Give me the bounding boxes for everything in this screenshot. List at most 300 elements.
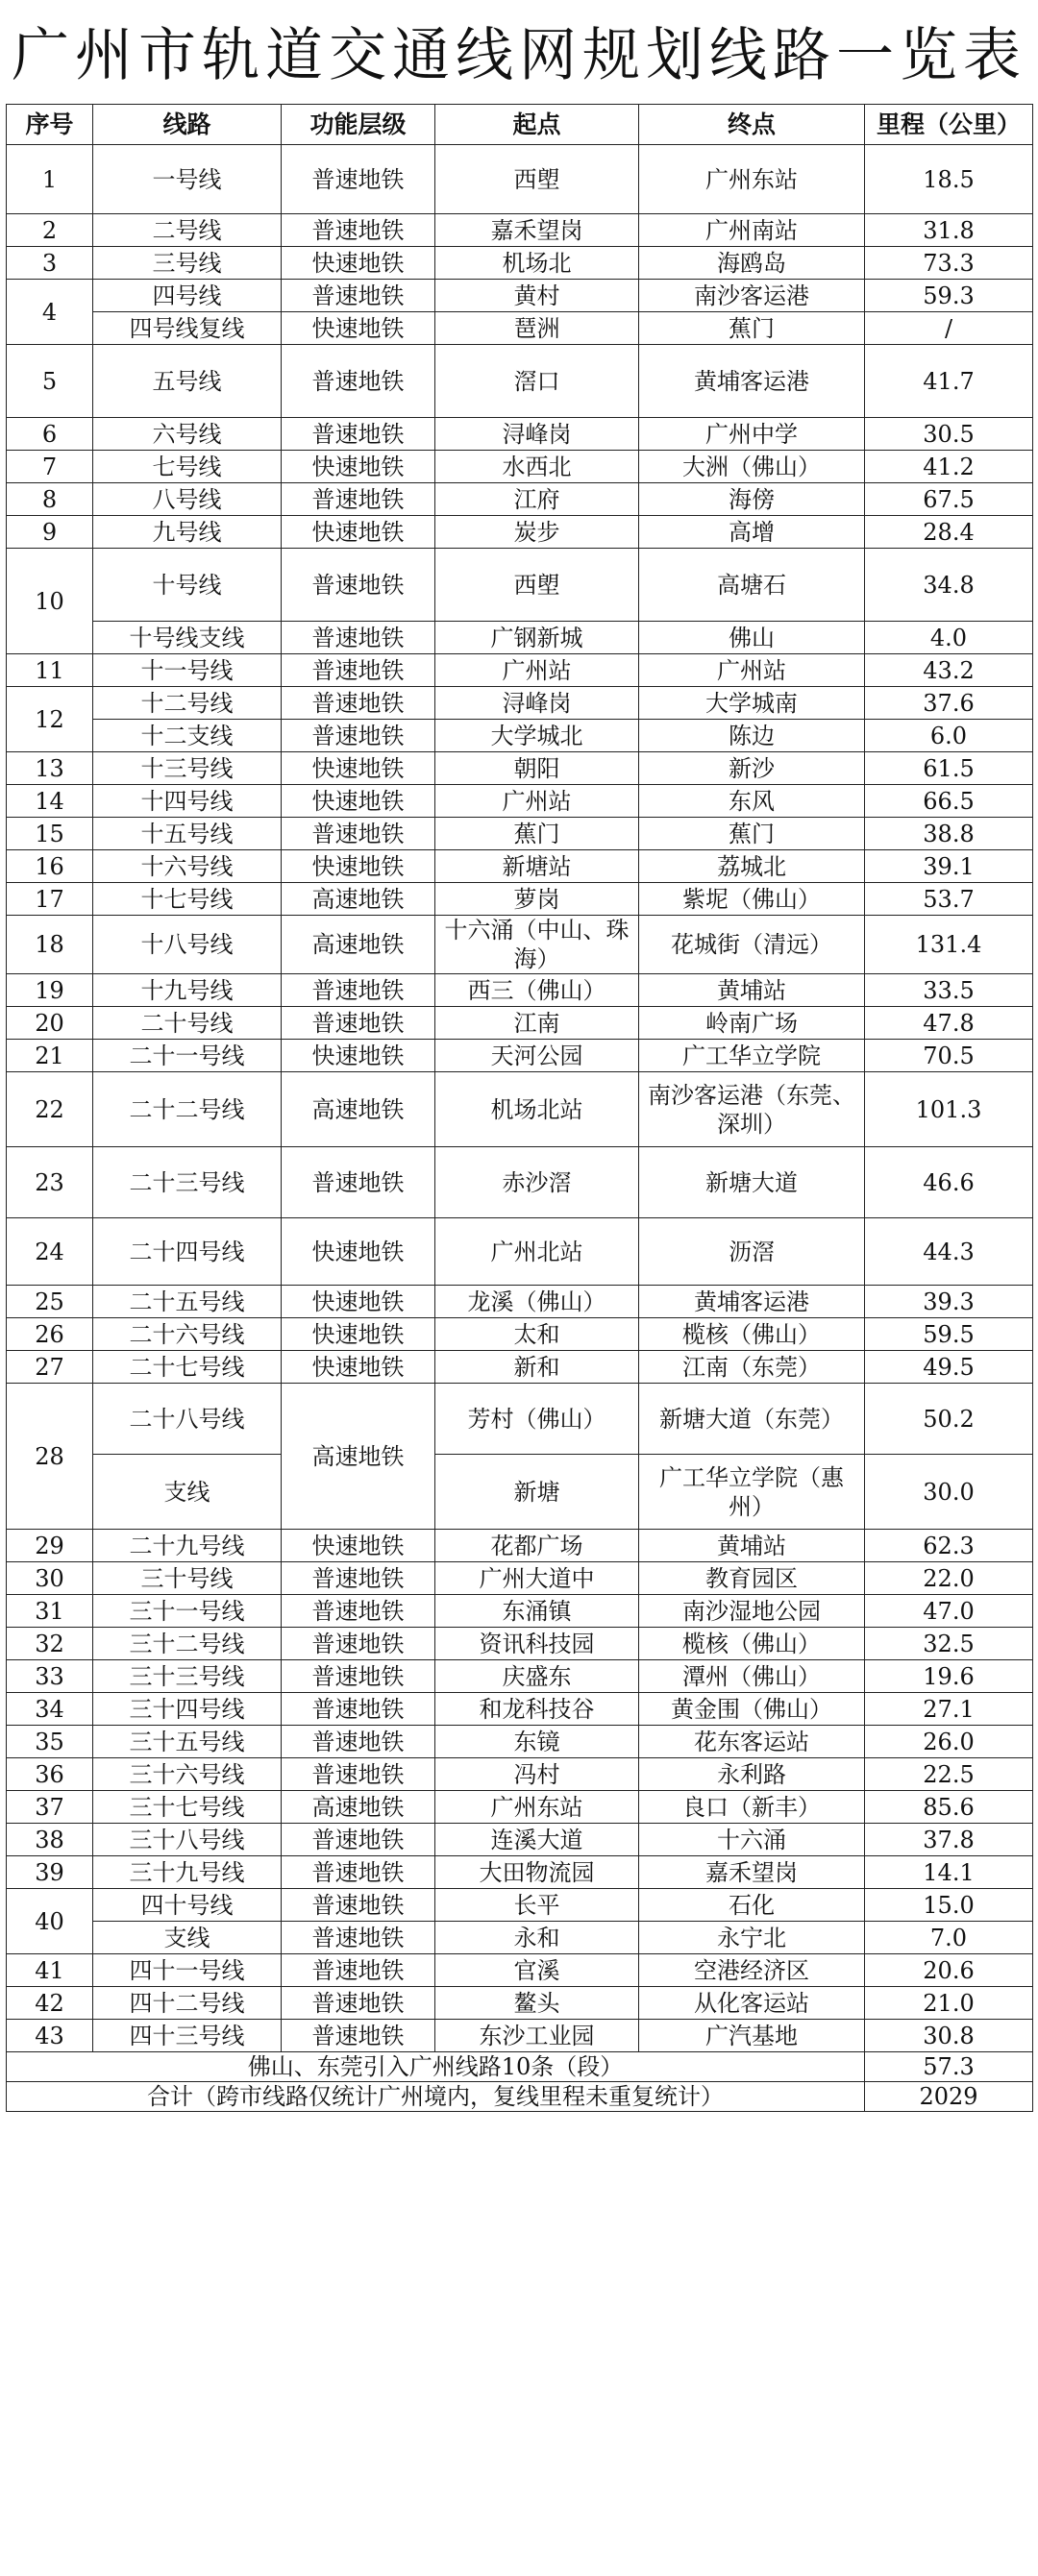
- row-number: 9: [7, 516, 93, 549]
- line-name: 三十九号线: [93, 1856, 282, 1889]
- mileage: 31.8: [865, 214, 1033, 247]
- header-from: 起点: [435, 105, 639, 145]
- end-station: 花东客运站: [639, 1726, 865, 1758]
- end-station: 花城街（清远）: [639, 916, 865, 974]
- row-number: 37: [7, 1791, 93, 1824]
- row-number: 8: [7, 483, 93, 516]
- mileage: 59.3: [865, 280, 1033, 312]
- end-station: 东风: [639, 785, 865, 818]
- end-station: 榄核（佛山）: [639, 1628, 865, 1660]
- row-number: 14: [7, 785, 93, 818]
- table-row: [7, 1726, 1033, 1758]
- function-level: 普速地铁: [282, 1595, 435, 1628]
- line-name: 七号线: [93, 451, 282, 483]
- start-station: 大学城北: [435, 720, 639, 752]
- start-station: 资讯科技园: [435, 1628, 639, 1660]
- end-station: 永利路: [639, 1758, 865, 1791]
- end-station: 新沙: [639, 752, 865, 785]
- summary-km: 57.3: [865, 2052, 1033, 2082]
- line-name: 三十七号线: [93, 1791, 282, 1824]
- mileage: 66.5: [865, 785, 1033, 818]
- start-station: 连溪大道: [435, 1824, 639, 1856]
- mileage: 67.5: [865, 483, 1033, 516]
- mileage: 7.0: [865, 1922, 1033, 1954]
- table-row: [7, 654, 1033, 687]
- table-row: [7, 345, 1033, 418]
- row-number: 30: [7, 1562, 93, 1595]
- function-level: 普速地铁: [282, 1824, 435, 1856]
- table-row: [7, 1824, 1033, 1856]
- end-station: 南沙客运港: [639, 280, 865, 312]
- line-name: 二十六号线: [93, 1318, 282, 1351]
- start-station: 萝岗: [435, 883, 639, 916]
- table-row: [7, 1147, 1033, 1218]
- table-row: [7, 1595, 1033, 1628]
- start-station: 广州站: [435, 785, 639, 818]
- mileage: 22.0: [865, 1562, 1033, 1595]
- row-number: 16: [7, 850, 93, 883]
- mileage: 21.0: [865, 1987, 1033, 2020]
- start-station: 水西北: [435, 451, 639, 483]
- function-level: 普速地铁: [282, 622, 435, 654]
- table-row: [7, 280, 1033, 312]
- start-station: 琶洲: [435, 312, 639, 345]
- mileage: 30.5: [865, 418, 1033, 451]
- mileage: 62.3: [865, 1530, 1033, 1562]
- row-number: 22: [7, 1072, 93, 1147]
- row-number: 34: [7, 1693, 93, 1726]
- summary-km: 2029: [865, 2082, 1033, 2112]
- line-name: 三号线: [93, 247, 282, 280]
- start-station: 炭步: [435, 516, 639, 549]
- line-name: 八号线: [93, 483, 282, 516]
- line-name: 三十八号线: [93, 1824, 282, 1856]
- function-level: 普速地铁: [282, 974, 435, 1007]
- mileage: 44.3: [865, 1218, 1033, 1286]
- table-row: [7, 1007, 1033, 1040]
- start-station: 大田物流园: [435, 1856, 639, 1889]
- start-station: 花都广场: [435, 1530, 639, 1562]
- end-station: 江南（东莞）: [639, 1351, 865, 1384]
- row-number: 2: [7, 214, 93, 247]
- row-number: 1: [7, 145, 93, 214]
- start-station: 江南: [435, 1007, 639, 1040]
- mileage: 59.5: [865, 1318, 1033, 1351]
- line-name: 二十五号线: [93, 1286, 282, 1318]
- summary-label: 合计（跨市线路仅统计广州境内，复线里程未重复统计）: [7, 2082, 865, 2112]
- start-station: 冯村: [435, 1758, 639, 1791]
- table-row: [7, 1660, 1033, 1693]
- line-name: 三十号线: [93, 1562, 282, 1595]
- start-station: 芳村（佛山）: [435, 1384, 639, 1455]
- row-number: 5: [7, 345, 93, 418]
- line-name: 十四号线: [93, 785, 282, 818]
- mileage: 22.5: [865, 1758, 1033, 1791]
- end-station: 黄埔站: [639, 1530, 865, 1562]
- function-level: 快速地铁: [282, 752, 435, 785]
- page-title: 广州市轨道交通线网规划线路一览表: [12, 22, 1026, 89]
- function-level: 快速地铁: [282, 1318, 435, 1351]
- row-number: 33: [7, 1660, 93, 1693]
- function-level: 普速地铁: [282, 1562, 435, 1595]
- function-level: 普速地铁: [282, 483, 435, 516]
- start-station: 庆盛东: [435, 1660, 639, 1693]
- end-station: 南沙湿地公园: [639, 1595, 865, 1628]
- line-name: 二号线: [93, 214, 282, 247]
- end-station: 广工华立学院（惠州）: [639, 1455, 865, 1530]
- start-station: 新塘: [435, 1455, 639, 1530]
- mileage: 47.0: [865, 1595, 1033, 1628]
- mileage: /: [865, 312, 1033, 345]
- table-row: [7, 418, 1033, 451]
- table-row: [7, 549, 1033, 622]
- function-level: 高速地铁: [282, 1072, 435, 1147]
- row-number: 27: [7, 1351, 93, 1384]
- start-station: 十六涌（中山、珠海）: [435, 916, 639, 974]
- table-row: [7, 1530, 1033, 1562]
- start-station: 东涌镇: [435, 1595, 639, 1628]
- table-row: [7, 247, 1033, 280]
- start-station: 新塘站: [435, 850, 639, 883]
- mileage: 32.5: [865, 1628, 1033, 1660]
- end-station: 沥滘: [639, 1218, 865, 1286]
- row-number: 17: [7, 883, 93, 916]
- end-station: 蕉门: [639, 312, 865, 345]
- table-row: [7, 483, 1033, 516]
- line-name: 四号线: [93, 280, 282, 312]
- summary-row: [7, 2052, 1033, 2082]
- table-row: [7, 1318, 1033, 1351]
- mileage: 28.4: [865, 516, 1033, 549]
- function-level: 高速地铁: [282, 1384, 435, 1530]
- row-number: 28: [7, 1384, 93, 1530]
- start-station: 浔峰岗: [435, 687, 639, 720]
- table-row: [7, 451, 1033, 483]
- mileage: 14.1: [865, 1856, 1033, 1889]
- end-station: 岭南广场: [639, 1007, 865, 1040]
- row-number: 10: [7, 549, 93, 654]
- line-name: 四十三号线: [93, 2020, 282, 2052]
- function-level: 普速地铁: [282, 549, 435, 622]
- end-station: 榄核（佛山）: [639, 1318, 865, 1351]
- function-level: 普速地铁: [282, 2020, 435, 2052]
- table-row: [7, 752, 1033, 785]
- table-row: [7, 1922, 1033, 1954]
- table-row: [7, 1987, 1033, 2020]
- table-row: [7, 720, 1033, 752]
- line-name: 六号线: [93, 418, 282, 451]
- function-level: 快速地铁: [282, 451, 435, 483]
- function-level: 普速地铁: [282, 654, 435, 687]
- row-number: 31: [7, 1595, 93, 1628]
- mileage: 46.6: [865, 1147, 1033, 1218]
- row-number: 32: [7, 1628, 93, 1660]
- table-row: [7, 1693, 1033, 1726]
- row-number: 13: [7, 752, 93, 785]
- mileage: 131.4: [865, 916, 1033, 974]
- line-name: 二十八号线: [93, 1384, 282, 1455]
- mileage: 85.6: [865, 1791, 1033, 1824]
- function-level: 普速地铁: [282, 418, 435, 451]
- function-level: 普速地铁: [282, 1758, 435, 1791]
- start-station: 机场北: [435, 247, 639, 280]
- function-level: 普速地铁: [282, 214, 435, 247]
- line-name: 十六号线: [93, 850, 282, 883]
- row-number: 38: [7, 1824, 93, 1856]
- line-name: 支线: [93, 1455, 282, 1530]
- function-level: 快速地铁: [282, 247, 435, 280]
- end-station: 十六涌: [639, 1824, 865, 1856]
- end-station: 蕉门: [639, 818, 865, 850]
- start-station: 西塱: [435, 145, 639, 214]
- line-name: 二十二号线: [93, 1072, 282, 1147]
- metro-lines-table: [6, 104, 1033, 2112]
- mileage: 38.8: [865, 818, 1033, 850]
- row-number: 41: [7, 1954, 93, 1987]
- end-station: 黄金围（佛山）: [639, 1693, 865, 1726]
- function-level: 高速地铁: [282, 1791, 435, 1824]
- start-station: 龙溪（佛山）: [435, 1286, 639, 1318]
- summary-row: [7, 2082, 1033, 2112]
- end-station: 广州中学: [639, 418, 865, 451]
- start-station: 广州大道中: [435, 1562, 639, 1595]
- line-name: 九号线: [93, 516, 282, 549]
- end-station: 石化: [639, 1889, 865, 1922]
- table-row: [7, 1856, 1033, 1889]
- row-number: 29: [7, 1530, 93, 1562]
- end-station: 广州南站: [639, 214, 865, 247]
- table-row: [7, 916, 1033, 974]
- table-row: [7, 974, 1033, 1007]
- start-station: 浔峰岗: [435, 418, 639, 451]
- end-station: 黄埔客运港: [639, 1286, 865, 1318]
- line-name: 十号线支线: [93, 622, 282, 654]
- table-header-row: [7, 105, 1033, 145]
- row-number: 39: [7, 1856, 93, 1889]
- table-row: [7, 1562, 1033, 1595]
- start-station: 官溪: [435, 1954, 639, 1987]
- line-name: 三十三号线: [93, 1660, 282, 1693]
- line-name: 三十四号线: [93, 1693, 282, 1726]
- header-km: 里程（公里）: [865, 105, 1033, 145]
- table-row: [7, 214, 1033, 247]
- mileage: 34.8: [865, 549, 1033, 622]
- function-level: 普速地铁: [282, 1922, 435, 1954]
- end-station: 大学城南: [639, 687, 865, 720]
- row-number: 12: [7, 687, 93, 752]
- function-level: 高速地铁: [282, 916, 435, 974]
- line-name: 十九号线: [93, 974, 282, 1007]
- line-name: 三十五号线: [93, 1726, 282, 1758]
- start-station: 广州东站: [435, 1791, 639, 1824]
- start-station: 西塱: [435, 549, 639, 622]
- line-name: 四号线复线: [93, 312, 282, 345]
- table-row: [7, 687, 1033, 720]
- row-number: 15: [7, 818, 93, 850]
- line-name: 支线: [93, 1922, 282, 1954]
- line-name: 十号线: [93, 549, 282, 622]
- start-station: 江府: [435, 483, 639, 516]
- line-name: 三十一号线: [93, 1595, 282, 1628]
- function-level: 普速地铁: [282, 280, 435, 312]
- function-level: 普速地铁: [282, 1726, 435, 1758]
- end-station: 教育园区: [639, 1562, 865, 1595]
- function-level: 快速地铁: [282, 516, 435, 549]
- mileage: 41.2: [865, 451, 1033, 483]
- row-number: 40: [7, 1889, 93, 1954]
- start-station: 新和: [435, 1351, 639, 1384]
- start-station: 东镜: [435, 1726, 639, 1758]
- mileage: 41.7: [865, 345, 1033, 418]
- mileage: 18.5: [865, 145, 1033, 214]
- function-level: 高速地铁: [282, 883, 435, 916]
- start-station: 广州北站: [435, 1218, 639, 1286]
- start-station: 赤沙滘: [435, 1147, 639, 1218]
- start-station: 蕉门: [435, 818, 639, 850]
- line-name: 一号线: [93, 145, 282, 214]
- header-to: 终点: [639, 105, 865, 145]
- end-station: 嘉禾望岗: [639, 1856, 865, 1889]
- table-row: [7, 145, 1033, 214]
- header-no: 序号: [7, 105, 93, 145]
- function-level: 快速地铁: [282, 1351, 435, 1384]
- line-name: 十二支线: [93, 720, 282, 752]
- function-level: 普速地铁: [282, 687, 435, 720]
- mileage: 26.0: [865, 1726, 1033, 1758]
- end-station: 高塘石: [639, 549, 865, 622]
- function-level: 快速地铁: [282, 1286, 435, 1318]
- mileage: 39.1: [865, 850, 1033, 883]
- table-row: [7, 2020, 1033, 2052]
- summary-label: 佛山、东莞引入广州线路10条（段）: [7, 2052, 865, 2082]
- row-number: 4: [7, 280, 93, 345]
- line-name: 十三号线: [93, 752, 282, 785]
- row-number: 24: [7, 1218, 93, 1286]
- line-name: 四十二号线: [93, 1987, 282, 2020]
- function-level: 普速地铁: [282, 1693, 435, 1726]
- table-row: [7, 1072, 1033, 1147]
- end-station: 广工华立学院: [639, 1040, 865, 1072]
- start-station: 东沙工业园: [435, 2020, 639, 2052]
- mileage: 61.5: [865, 752, 1033, 785]
- start-station: 和龙科技谷: [435, 1693, 639, 1726]
- function-level: 普速地铁: [282, 818, 435, 850]
- row-number: 19: [7, 974, 93, 1007]
- function-level: 普速地铁: [282, 1856, 435, 1889]
- end-station: 海傍: [639, 483, 865, 516]
- line-name: 十二号线: [93, 687, 282, 720]
- mileage: 70.5: [865, 1040, 1033, 1072]
- end-station: 高增: [639, 516, 865, 549]
- line-name: 二十九号线: [93, 1530, 282, 1562]
- end-station: 南沙客运港（东莞、深圳）: [639, 1072, 865, 1147]
- end-station: 紫坭（佛山）: [639, 883, 865, 916]
- end-station: 潭州（佛山）: [639, 1660, 865, 1693]
- mileage: 50.2: [865, 1384, 1033, 1455]
- function-level: 普速地铁: [282, 345, 435, 418]
- function-level: 快速地铁: [282, 1218, 435, 1286]
- start-station: 朝阳: [435, 752, 639, 785]
- row-number: 43: [7, 2020, 93, 2052]
- function-level: 快速地铁: [282, 1530, 435, 1562]
- mileage: 47.8: [865, 1007, 1033, 1040]
- mileage: 37.8: [865, 1824, 1033, 1856]
- start-station: 机场北站: [435, 1072, 639, 1147]
- mileage: 27.1: [865, 1693, 1033, 1726]
- end-station: 广州东站: [639, 145, 865, 214]
- start-station: 天河公园: [435, 1040, 639, 1072]
- end-station: 从化客运站: [639, 1987, 865, 2020]
- table-row: [7, 883, 1033, 916]
- mileage: 33.5: [865, 974, 1033, 1007]
- line-name: 二十号线: [93, 1007, 282, 1040]
- row-number: 36: [7, 1758, 93, 1791]
- table-row: [7, 1628, 1033, 1660]
- start-station: 太和: [435, 1318, 639, 1351]
- mileage: 53.7: [865, 883, 1033, 916]
- function-level: 普速地铁: [282, 1954, 435, 1987]
- function-level: 普速地铁: [282, 1660, 435, 1693]
- line-name: 十七号线: [93, 883, 282, 916]
- mileage: 30.0: [865, 1455, 1033, 1530]
- function-level: 普速地铁: [282, 720, 435, 752]
- table-row: [7, 1455, 1033, 1530]
- function-level: 快速地铁: [282, 850, 435, 883]
- start-station: 黄村: [435, 280, 639, 312]
- mileage: 101.3: [865, 1072, 1033, 1147]
- table-row: [7, 1218, 1033, 1286]
- row-number: 18: [7, 916, 93, 974]
- line-name: 十五号线: [93, 818, 282, 850]
- mileage: 6.0: [865, 720, 1033, 752]
- start-station: 嘉禾望岗: [435, 214, 639, 247]
- row-number: 23: [7, 1147, 93, 1218]
- row-number: 21: [7, 1040, 93, 1072]
- end-station: 大洲（佛山）: [639, 451, 865, 483]
- table-row: [7, 1954, 1033, 1987]
- row-number: 6: [7, 418, 93, 451]
- row-number: 42: [7, 1987, 93, 2020]
- function-level: 普速地铁: [282, 1889, 435, 1922]
- line-name: 十八号线: [93, 916, 282, 974]
- table-row: [7, 1286, 1033, 1318]
- start-station: 广钢新城: [435, 622, 639, 654]
- end-station: 广汽基地: [639, 2020, 865, 2052]
- mileage: 49.5: [865, 1351, 1033, 1384]
- table-row: [7, 1889, 1033, 1922]
- line-name: 五号线: [93, 345, 282, 418]
- table-row: [7, 1791, 1033, 1824]
- start-station: 长平: [435, 1889, 639, 1922]
- start-station: 西三（佛山）: [435, 974, 639, 1007]
- mileage: 37.6: [865, 687, 1033, 720]
- mileage: 39.3: [865, 1286, 1033, 1318]
- function-level: 普速地铁: [282, 1987, 435, 2020]
- row-number: 26: [7, 1318, 93, 1351]
- table-row: [7, 818, 1033, 850]
- table-row: [7, 785, 1033, 818]
- row-number: 25: [7, 1286, 93, 1318]
- line-name: 二十四号线: [93, 1218, 282, 1286]
- line-name: 四十一号线: [93, 1954, 282, 1987]
- line-name: 二十七号线: [93, 1351, 282, 1384]
- line-name: 三十六号线: [93, 1758, 282, 1791]
- row-number: 7: [7, 451, 93, 483]
- table-row: [7, 1040, 1033, 1072]
- end-station: 陈边: [639, 720, 865, 752]
- end-station: 广州站: [639, 654, 865, 687]
- function-level: 普速地铁: [282, 1147, 435, 1218]
